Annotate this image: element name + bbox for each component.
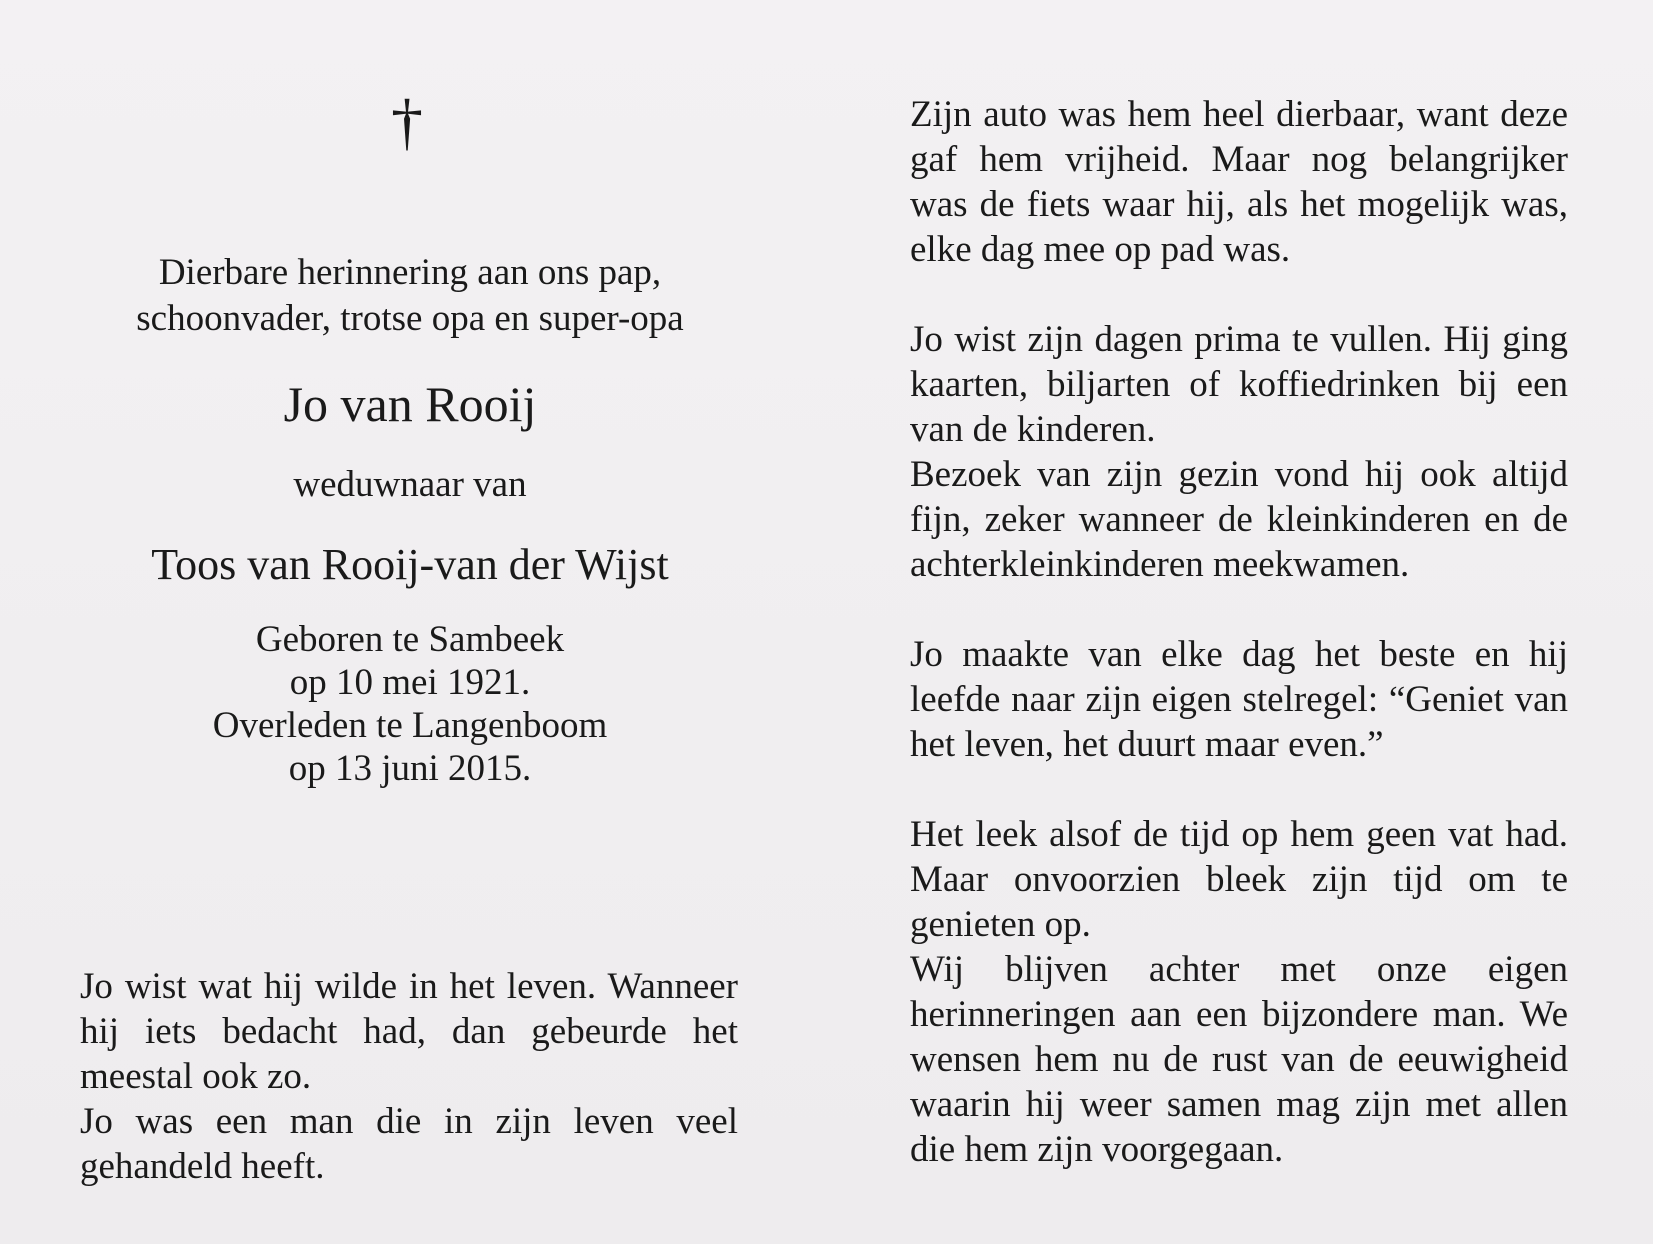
paragraph-gap — [910, 587, 1568, 632]
paragraph-gap — [910, 272, 1568, 317]
memorial-intro — [80, 250, 740, 342]
bio-paragraph: Bezoek van zijn gezin vond hij ook altijd fijn, zeker wanneer de kleinkinderen en de achterkleinkinderen meekwamen. — [910, 454, 1568, 585]
life-dates — [80, 618, 740, 790]
bio-paragraph: Jo wist wat hij wilde in het leven. Wanneer hij iets bedacht had, dan gebeurde het meestal ook zo. — [80, 966, 738, 1097]
death-date: op 13 juni 2015. — [288, 748, 532, 789]
bio-paragraph: Zijn auto was hem heel dierbaar, want deze gaf hem vrijheid. Maar nog belangrijker was de fiets waar hij, als het mogelijk was, elke dag mee op pad was. — [910, 94, 1568, 270]
bio-paragraph: Het leek alsof de tijd op hem geen vat had. Maar onvoorzien bleek zijn tijd om te genieten op. — [910, 814, 1568, 945]
birth-place: Geboren te Sambeek — [255, 619, 565, 660]
bio-paragraph: Jo wist zijn dagen prima te vullen. Hij ging kaarten, biljarten of koffiedrinken bij een van de kinderen. — [910, 319, 1568, 450]
spouse-name: Toos van Rooij-van der Wijst — [151, 540, 669, 589]
paragraph-gap — [910, 767, 1568, 812]
left-panel — [80, 86, 740, 790]
right-panel — [910, 92, 1568, 1172]
bio-paragraph: Jo was een man die in zijn leven veel gehandeld heeft. — [80, 1101, 738, 1187]
deceased-name: Jo van Rooij — [283, 376, 537, 432]
intro-line: schoonvader, trotse opa en super-opa — [136, 298, 684, 339]
bio-paragraph: Jo maakte van elke dag het beste en hij leefde naar zijn eigen stelregel: “Geniet van het leven, het duurt maar even.” — [910, 634, 1568, 765]
intro-line: Dierbare herinnering aan ons pap, — [158, 252, 662, 293]
bio-paragraph: Wij blijven achter met onze eigen herinneringen aan een bijzondere man. We wensen hem nu de rust van de eeuwigheid waarin hij weer samen mag zijn met allen die hem zijn voorgegaan. — [910, 949, 1568, 1170]
left-biography — [80, 964, 738, 1189]
death-place: Overleden te Langenboom — [212, 705, 608, 746]
cross-icon: † — [391, 86, 423, 157]
birth-date: op 10 mei 1921. — [289, 662, 531, 703]
widower-label: weduwnaar van — [293, 464, 527, 505]
